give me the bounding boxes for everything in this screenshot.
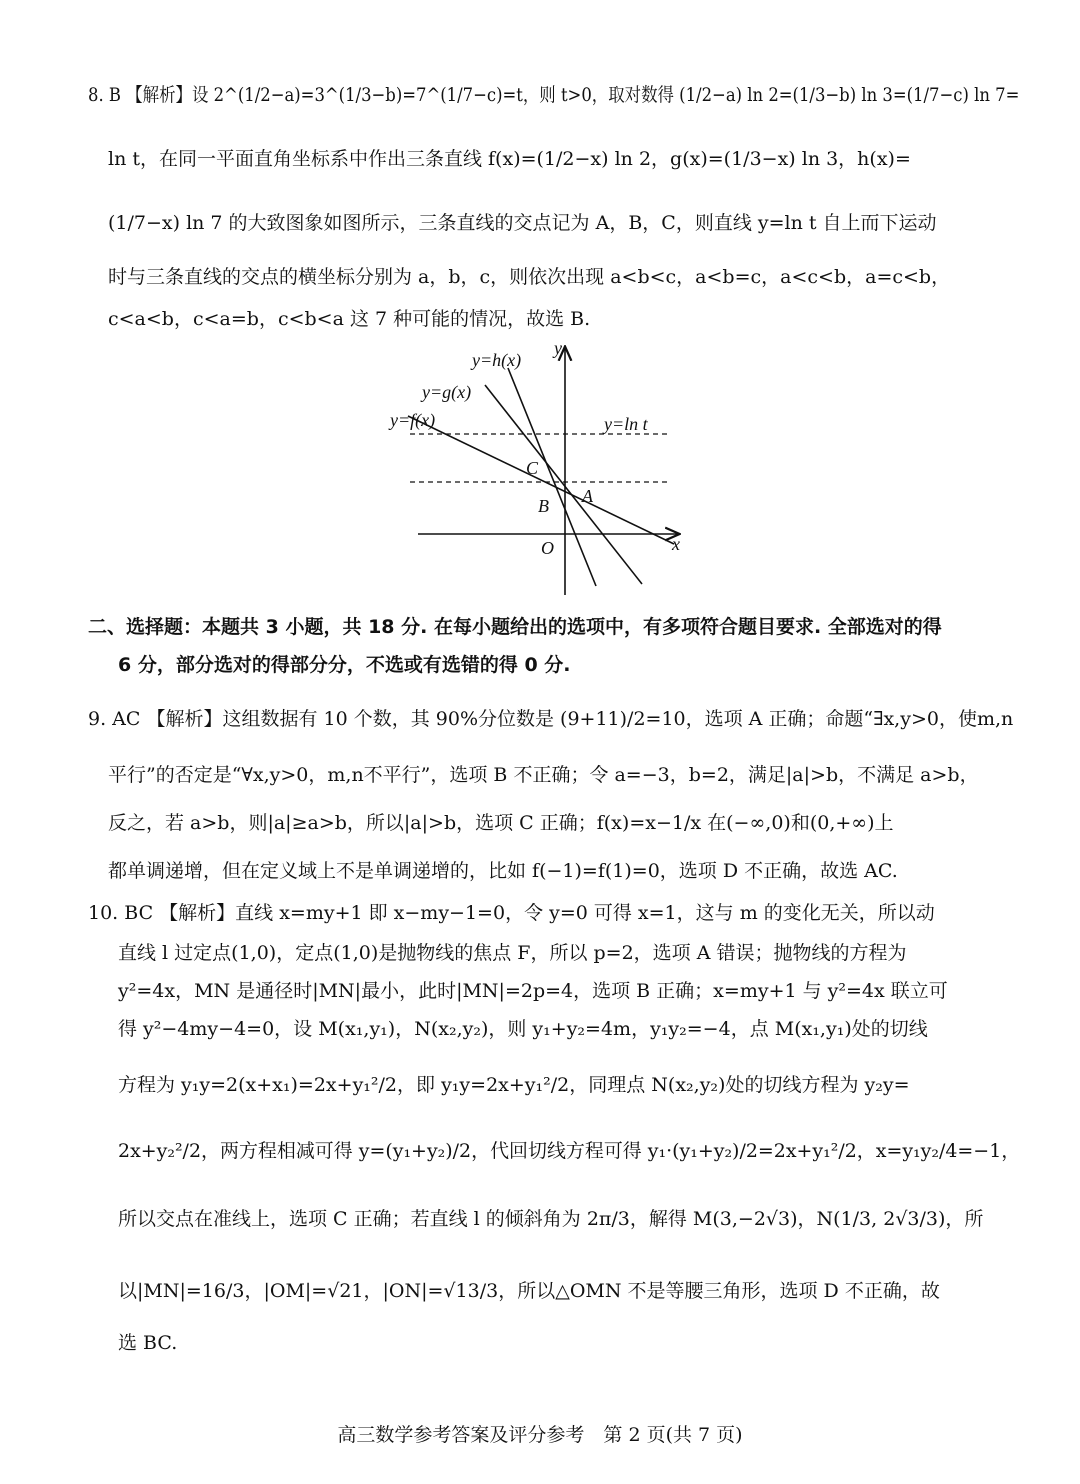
- q10-line-6: 2x+y₂²/2，两方程相减可得 y=(y₁+y₂)/2，代回切线方程可得 y₁·(y₁+y₂)/2=2x+y₁²/2，x=y₁y₂/4=−1，: [118, 1140, 1021, 1162]
- q10-line-4: 得 y²−4my−4=0，设 M(x₁,y₁)，N(x₂,y₂)，则 y₁+y₂=4m，y₁y₂=−4，点 M(x₁,y₁)处的切线: [118, 1018, 928, 1040]
- q10-line-9: 选 BC.: [118, 1332, 178, 1354]
- label-c: C: [526, 458, 539, 478]
- q9-line-3: 反之，若 a>b，则|a|≥a>b，所以|a|>b，选项 C 正确；f(x)=x−1/x 在(−∞,0)和(0,+∞)上: [108, 812, 894, 834]
- page-footer: 高三数学参考答案及评分参考 第 2 页(共 7 页): [337, 1424, 743, 1446]
- q10-line-3: y²=4x，MN 是通径时|MN|最小，此时|MN|=2p=4，选项 B 正确；x=my+1 与 y²=4x 联立可: [118, 980, 948, 1002]
- q9-line-2: 平行”的否定是“∀x,y>0，m,n不平行”，选项 B 不正确；令 a=−3，b=2，满足|a|>b，不满足 a>b，: [108, 764, 979, 786]
- label-b: B: [538, 496, 549, 516]
- label-a: A: [582, 486, 593, 506]
- q10-line-2: 直线 l 过定点(1,0)，定点(1,0)是抛物线的焦点 F，所以 p=2，选项 A 错误；抛物线的方程为: [118, 942, 907, 964]
- q10-line-1: 10. BC 【解析】直线 x=my+1 即 x−my−1=0，令 y=0 可得 x=1，这与 m 的变化无关，所以动: [88, 902, 935, 924]
- label-g: y=g(x): [422, 382, 472, 402]
- section-2-line-2: 6 分，部分选对的得部分分，不选或有选错的得 0 分.: [118, 654, 571, 676]
- section-2-line-1: 二、选择题：本题共 3 小题，共 18 分. 在每小题给出的选项中，有多项符合题目要求. 全部选对的得: [88, 616, 942, 638]
- q8-line-1: 8. B 【解析】设 2^(1/2−a)=3^(1/3−b)=7^(1/7−c)=t，则 t>0，取对数得 (1/2−a) ln 2=(1/3−b) ln 3=(1/7−c) ln 7=: [88, 84, 1020, 106]
- label-f: y=f(x): [390, 410, 436, 430]
- label-o: O: [541, 538, 554, 558]
- q10-line-5: 方程为 y₁y=2(x+x₁)=2x+y₁²/2，即 y₁y=2x+y₁²/2，同理点 N(x₂,y₂)处的切线方程为 y₂y=: [118, 1074, 910, 1096]
- q8-line-3: (1/7−x) ln 7 的大致图象如图所示，三条直线的交点记为 A，B，C，则直线 y=ln t 自上而下运动: [108, 212, 937, 234]
- q9-line-4: 都单调递增，但在定义域上不是单调递增的，比如 f(−1)=f(1)=0，选项 D 不正确，故选 AC.: [108, 860, 898, 882]
- figure-svg: [380, 340, 700, 600]
- q8-line-4: 时与三条直线的交点的横坐标分别为 a，b，c，则依次出现 a<b<c，a<b=c，a<c<b，a=c<b，: [108, 266, 951, 288]
- q10-line-7: 所以交点在准线上，选项 C 正确；若直线 l 的倾斜角为 2π/3，解得 M(3,−2√3)，N(1/3, 2√3/3)，所: [118, 1208, 984, 1230]
- label-y-axis: y: [554, 340, 562, 358]
- label-h: y=h(x): [472, 350, 522, 370]
- label-x-axis: x: [672, 534, 680, 554]
- q9-line-1: 9. AC 【解析】这组数据有 10 个数，其 90%分位数是 (9+11)/2=10，选项 A 正确；命题“∃x,y>0，使m,n: [88, 708, 1014, 730]
- line-f: [408, 416, 674, 544]
- lines-figure: [380, 340, 700, 600]
- q10-line-8: 以|MN|=16/3，|OM|=√21，|ON|=√13/3，所以△OMN 不是等腰三角形，选项 D 不正确，故: [118, 1280, 940, 1302]
- q8-line-2: ln t，在同一平面直角坐标系中作出三条直线 f(x)=(1/2−x) ln 2，g(x)=(1/3−x) ln 3，h(x)=: [108, 148, 911, 170]
- label-lnt: y=ln t: [604, 414, 648, 434]
- q8-line-5: c<a<b，c<a=b，c<b<a 这 7 种可能的情况，故选 B.: [108, 308, 591, 330]
